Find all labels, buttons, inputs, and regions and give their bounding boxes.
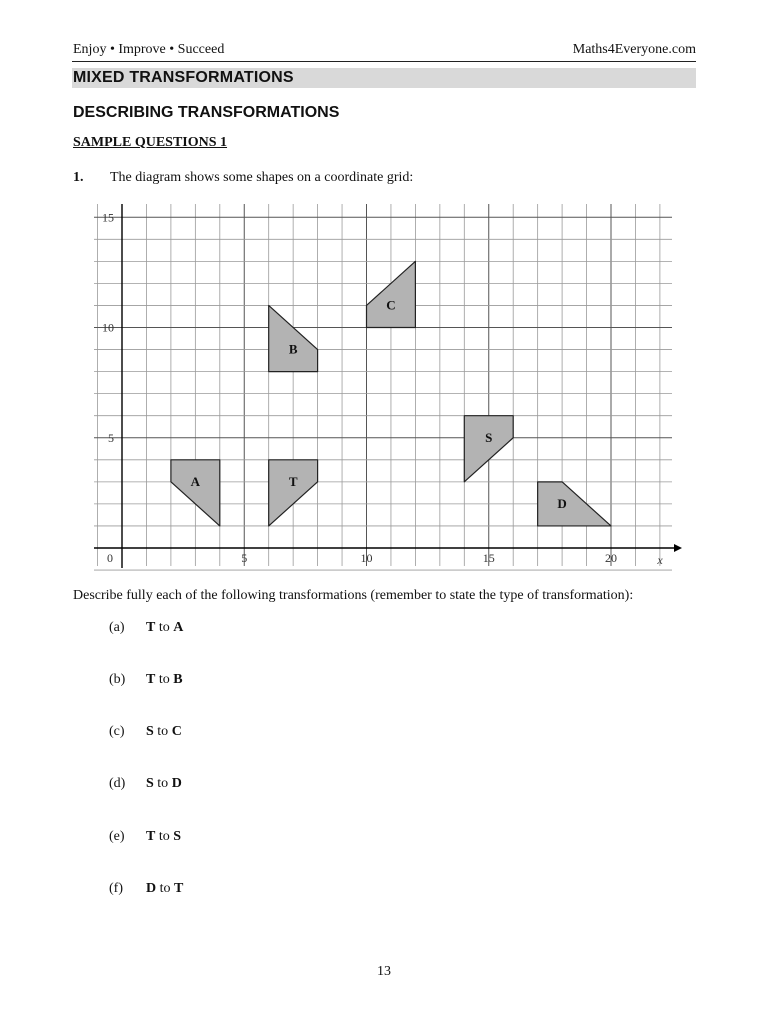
part-connector: to [157,724,169,739]
part-from: T [146,620,156,635]
part-to: A [173,620,184,635]
part-connector: to [158,672,170,687]
header-tagline: Enjoy • Improve • Succeed [73,42,225,57]
part-to: C [171,724,182,739]
part-connector: to [158,620,170,635]
x-tick-label: 20 [605,551,617,565]
page-title: MIXED TRANSFORMATIONS [73,69,294,86]
part-label: (b) [109,672,126,687]
part-to: D [171,776,182,791]
shape-label-c: C [386,297,396,313]
part-connector: to [158,829,170,844]
section-heading: SAMPLE QUESTIONS 1 [73,135,228,150]
part-from: T [146,829,156,844]
part-label: (f) [109,881,123,896]
part-label: (d) [109,776,126,791]
question-text: The diagram shows some shapes on a coordinate grid: [110,170,414,185]
part-from: D [146,881,157,896]
y-tick-label: 10 [102,320,114,335]
shape-label-d: D [557,495,567,511]
y-tick-label: 5 [108,430,114,445]
x-tick-label: 10 [360,551,373,565]
part-to: S [173,829,182,844]
x-axis-label: x [657,553,663,567]
shape-label-s: S [485,429,493,445]
part-to: B [173,672,183,687]
header-site: Maths4Everyone.com [572,42,696,57]
x-tick-label: 15 [482,551,495,565]
shape-label-a: A [190,473,201,489]
x-tick-label: 0 [107,551,113,565]
x-tick-label: 5 [241,551,248,565]
x-axis-arrow [674,544,682,552]
part-from: T [146,672,156,687]
page-header [72,42,696,62]
page-number: 13 [377,964,391,979]
y-tick-label: 15 [102,210,114,225]
instruction-text: Describe fully each of the following transformations (remember to state the type of transformation): [73,588,634,603]
part-connector: to [157,776,169,791]
part-connector: to [159,881,171,896]
part-label: (c) [109,724,125,739]
question-number: 1. [73,170,84,185]
shape-label-t: T [288,473,298,489]
part-from: S [146,724,154,739]
part-label: (a) [109,620,125,635]
page-subtitle: DESCRIBING TRANSFORMATIONS [73,104,340,121]
coordinate-grid [90,198,682,574]
title-bar [72,68,696,88]
part-from: S [146,776,154,791]
part-to: T [174,881,184,896]
shape-label-b: B [288,341,298,357]
part-label: (e) [109,829,125,844]
